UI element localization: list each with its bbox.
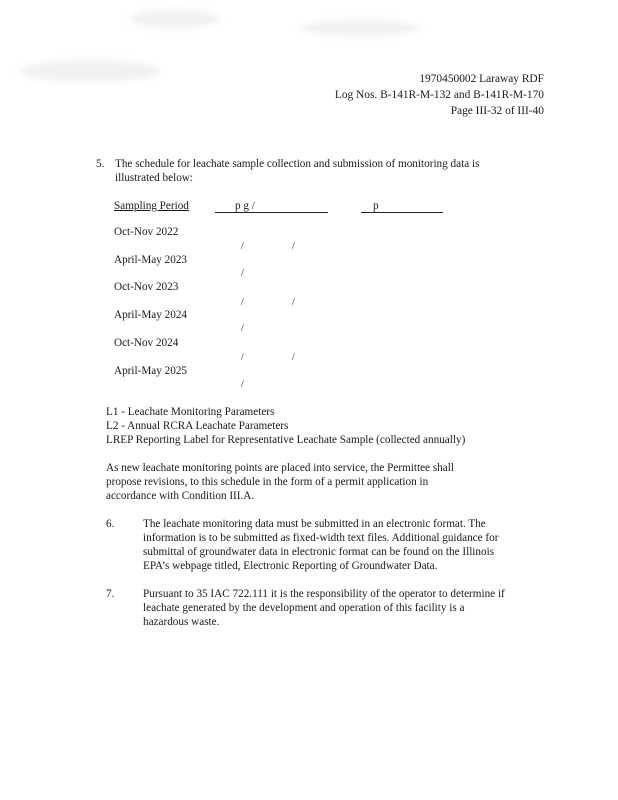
item7-number: 7.: [106, 588, 115, 600]
schedule-row-mark-a: /: [241, 323, 244, 334]
item6-line2: information is to be submitted as fixed-width text files. Additional guidance for: [143, 532, 499, 544]
header-id-facility: 1970450002 Laraway RDF: [419, 73, 544, 85]
scan-artifact: [20, 60, 160, 82]
revision-line3: accordance with Condition III.A.: [106, 490, 255, 502]
schedule-row-mark-a: /: [241, 297, 244, 308]
schedule-row-period: Oct-Nov 2024: [114, 337, 179, 349]
schedule-row-period: Oct-Nov 2022: [114, 226, 179, 238]
schedule-col-3-header: [361, 199, 443, 213]
schedule-col-2-header-text: p g /: [235, 200, 255, 212]
item7-line3: hazardous waste.: [143, 616, 220, 628]
header-page-number: Page III-32 of III-40: [450, 105, 544, 117]
schedule-row-mark-a: /: [241, 241, 244, 252]
item5-number: 5.: [96, 158, 105, 170]
legend-l2: L2 - Annual RCRA Leachate Parameters: [106, 420, 289, 432]
item6-number: 6.: [106, 518, 115, 530]
scan-artifact: [130, 10, 220, 28]
schedule-row-mark-a: /: [241, 379, 244, 390]
legend-lrep: LREP Reporting Label for Representative Leachate Sample (collected annually): [106, 434, 466, 446]
header-log-numbers: Log Nos. B-141R-M-132 and B-141R-M-170: [334, 89, 544, 101]
schedule-col-sampling-period: Sampling Period: [114, 200, 189, 212]
scan-artifact: [300, 20, 420, 36]
item6-line3: submittal of groundwater data in electronic format can be found on the Illinois: [143, 546, 495, 558]
item5-text-line2: illustrated below:: [115, 172, 193, 184]
item7-line2: leachate generated by the development and operation of this facility is a: [143, 602, 465, 614]
schedule-row-mark-b: /: [292, 241, 295, 252]
schedule-row-period: April-May 2023: [114, 254, 188, 266]
schedule-row-mark-a: /: [241, 352, 244, 363]
item5-text-line1: The schedule for leachate sample collection and submission of monitoring data is: [115, 158, 480, 170]
item6-line1: The leachate monitoring data must be submitted in an electronic format. The: [143, 518, 486, 530]
schedule-col-2-header: [215, 199, 328, 213]
schedule-row-mark-a: /: [241, 268, 244, 279]
schedule-row-period: Oct-Nov 2023: [114, 281, 179, 293]
legend-l1: L1 - Leachate Monitoring Parameters: [106, 406, 275, 418]
schedule-row-period: April-May 2024: [114, 309, 188, 321]
revision-line2: propose revisions, to this schedule in the form of a permit application in: [106, 476, 429, 488]
schedule-row-period: April-May 2025: [114, 365, 188, 377]
item7-line1: Pursuant to 35 IAC 722.111 it is the responsibility of the operator to determine if: [143, 588, 505, 600]
schedule-row-mark-b: /: [292, 352, 295, 363]
revision-line1: As new leachate monitoring points are placed into service, the Permittee shall: [106, 462, 454, 474]
item6-line4: EPA’s webpage titled, Electronic Reporting of Groundwater Data.: [143, 560, 438, 572]
schedule-col-3-header-text: p: [373, 200, 379, 212]
schedule-row-mark-b: /: [292, 297, 295, 308]
